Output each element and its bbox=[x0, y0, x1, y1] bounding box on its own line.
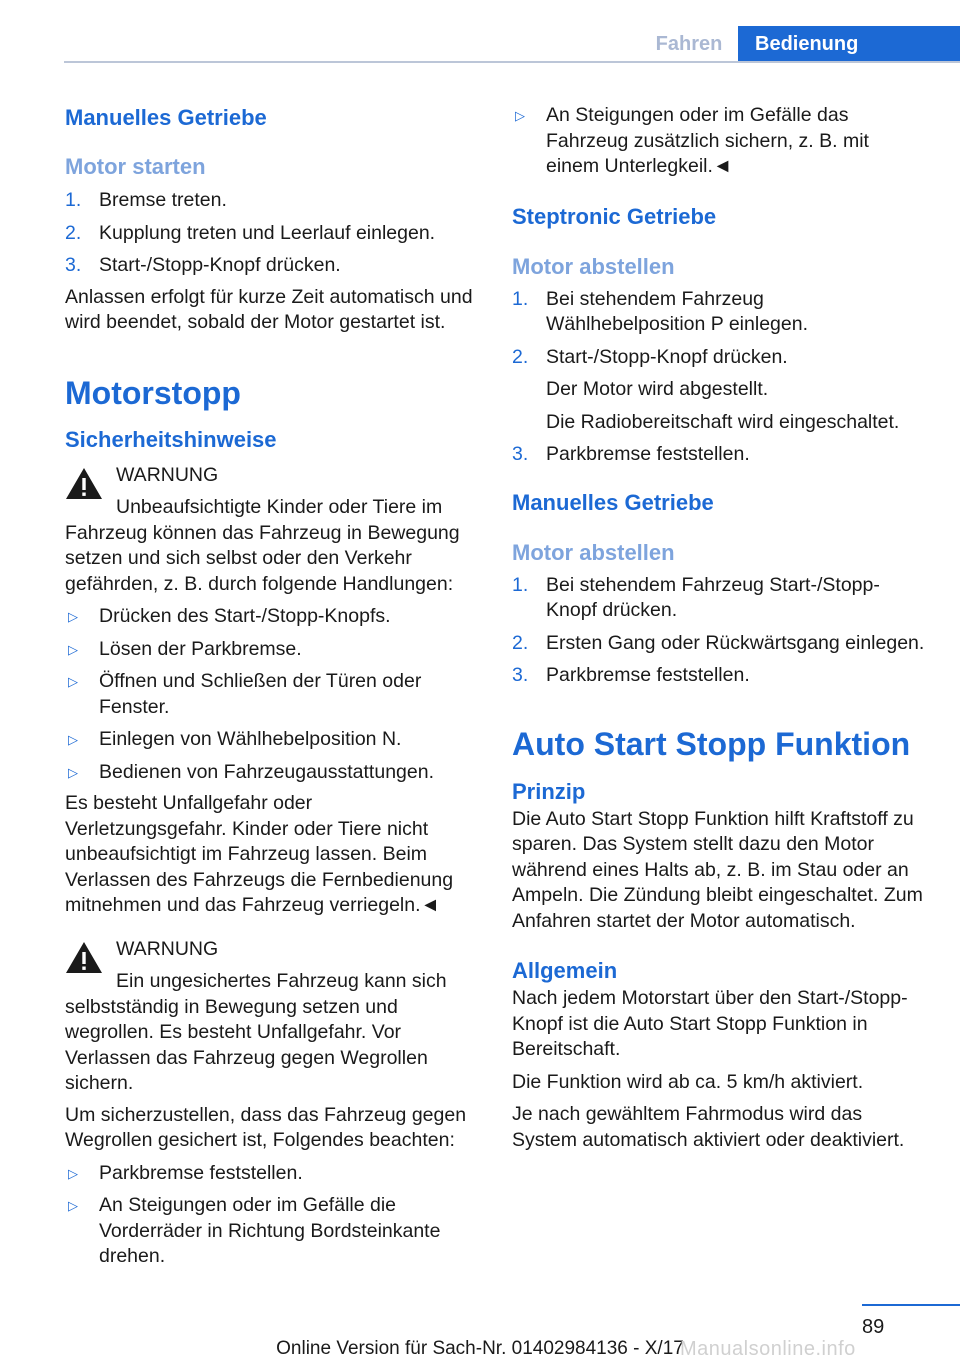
warning-text-first: Ein ungesichertes Fahrzeug kann sich bbox=[116, 970, 447, 992]
warning-block bbox=[65, 463, 479, 598]
left-column bbox=[65, 100, 479, 1270]
heading-motor-abstellen: Motor abstellen bbox=[512, 253, 675, 279]
right-column bbox=[512, 100, 926, 1153]
warning-icon bbox=[65, 941, 103, 974]
paragraph-anlassen: Anlassen erfolgt für kurze Zeit automatisch und wird beendet, sobald der Motor gestartet ist. bbox=[65, 285, 473, 333]
list-sichern bbox=[65, 1161, 479, 1270]
paragraph-allgemein-1: Nach jedem Motorstart über den Start-/Stopp-Knopf ist die Auto Start Stopp Funktion in Bereitschaft. bbox=[512, 987, 908, 1060]
list-manuell bbox=[512, 573, 926, 689]
warning-text: Fahrzeug können das Fahrzeug in Bewegung setzen und sich selbst oder den Verkehr gefährden, z. B. durch folgende Handlungen: bbox=[65, 521, 460, 595]
list-item: ▷ Parkbremse feststellen. bbox=[68, 1161, 303, 1184]
list-item: 3. Parkbremse feststellen. bbox=[512, 443, 750, 465]
footer-divider bbox=[862, 1304, 960, 1306]
heading-allgemein: Allgemein bbox=[512, 958, 618, 983]
list-item: 3. Start-/Stopp-Knopf drücken. bbox=[65, 254, 341, 276]
warning-title: WARNUNG bbox=[116, 463, 219, 486]
warning-block bbox=[65, 937, 479, 1097]
heading-manuelles-getriebe: Manuelles Getriebe bbox=[65, 105, 267, 130]
warning-closing: Es besteht Unfallgefahr oder Verletzungsgefahr. Kinder oder Tiere nicht unbeaufsichtigt im Fahrzeug lassen. Beim Verlassen des Fahrzeugs die Fernbedienung mitnehmen und das Fahrzeug verriegeln.◄ bbox=[65, 792, 454, 916]
list-item: 2. Ersten Gang oder Rückwärtsgang einlegen. bbox=[512, 631, 925, 654]
list-item: ▷ An Steigungen oder im Gefälle die Vorderräder in Richtung Bordsteinkante drehen. bbox=[68, 1194, 441, 1267]
list-item: ▷ Drücken des Start-/Stopp-Knopfs. bbox=[68, 605, 391, 627]
list-item: 1. Bremse treten. bbox=[65, 189, 227, 211]
list-motor-starten bbox=[65, 188, 479, 279]
list-steptronic bbox=[512, 287, 926, 468]
header-tabs bbox=[640, 26, 960, 62]
list-sichern-continued bbox=[512, 103, 926, 180]
paragraph-allgemein-3: Je nach gewähltem Fahrmodus wird das System automatisch aktiviert oder deaktiviert. bbox=[512, 1103, 905, 1151]
warning-text-first: Unbeaufsichtigte Kinder oder Tiere im bbox=[116, 496, 443, 518]
watermark: Manualsonline.info bbox=[680, 1338, 856, 1360]
list-item: ▷ Lösen der Parkbremse. bbox=[68, 637, 302, 660]
heading-motorstopp: Motorstopp bbox=[65, 374, 241, 411]
list-item: 1. Bei stehendem Fahrzeug Start-/Stopp-Knopf drücken. bbox=[512, 573, 880, 621]
header-divider bbox=[64, 61, 960, 63]
list-item: 3. Parkbremse feststellen. bbox=[512, 664, 750, 686]
warning-title: WARNUNG bbox=[116, 937, 219, 960]
heading-motor-abstellen-2: Motor abstellen bbox=[512, 539, 675, 565]
paragraph-allgemein-2: Die Funktion wird ab ca. 5 km/h aktiviert. bbox=[512, 1070, 864, 1093]
list-item: 2. Start-/Stopp-Knopf drücken. Der Motor wird abgestellt. Die Radiobereitschaft wird eingeschaltet. bbox=[512, 345, 900, 433]
tab-bedienung[interactable]: Bedienung bbox=[738, 26, 960, 62]
tab-fahren[interactable]: Fahren bbox=[655, 33, 723, 55]
heading-steptronic: Steptronic Getriebe bbox=[512, 203, 717, 229]
paragraph-sicherstellen: Um sicherzustellen, dass das Fahrzeug gegen Wegrollen gesichert ist, Folgendes beachten: bbox=[65, 1103, 467, 1151]
list-item: ▷ Öffnen und Schließen der Türen oder Fenster. bbox=[68, 670, 422, 718]
heading-sicherheitshinweise: Sicherheitshinweise bbox=[65, 426, 277, 452]
paragraph-prinzip: Die Auto Start Stopp Funktion hilft Kraftstoff zu sparen. Das System stellt dazu den Motor während eines Halts ab, z. B. im Stau oder an Ampeln. Die Zündung bleibt eingeschaltet. Zum Anfahren startet der Motor automatisch. bbox=[512, 807, 923, 932]
heading-manuelles-getriebe-2: Manuelles Getriebe bbox=[512, 489, 714, 515]
list-item: ▷ Bedienen von Fahrzeugausstattungen. bbox=[68, 760, 434, 783]
heading-prinzip: Prinzip bbox=[512, 778, 586, 804]
list-item: 1. Bei stehendem Fahrzeug Wählhebelposition P einlegen. bbox=[512, 287, 808, 335]
page-number: 89 bbox=[862, 1316, 885, 1338]
list-item: 2. Kupplung treten und Leerlauf einlegen. bbox=[65, 221, 436, 244]
warning-text: selbstständig in Bewegung setzen und wegrollen. Es besteht Unfallgefahr. Vor Verlassen das Fahrzeug gegen Wegrollen sichern. bbox=[65, 995, 428, 1094]
list-item: ▷ Einlegen von Wählhebelposition N. bbox=[68, 728, 402, 750]
heading-motor-starten: Motor starten bbox=[65, 154, 206, 179]
online-version-text: Online Version für Sach-Nr. 01402984136 - X/17 bbox=[276, 1338, 684, 1359]
list-warning-actions bbox=[65, 604, 479, 785]
warning-icon bbox=[65, 467, 103, 500]
heading-auto-start-stopp: Auto Start Stopp Funktion bbox=[512, 725, 911, 762]
list-item: ▷ An Steigungen oder im Gefälle das Fahrzeug zusätzlich sichern, z. B. mit einem Unterlegkeil.◄ bbox=[515, 104, 869, 177]
